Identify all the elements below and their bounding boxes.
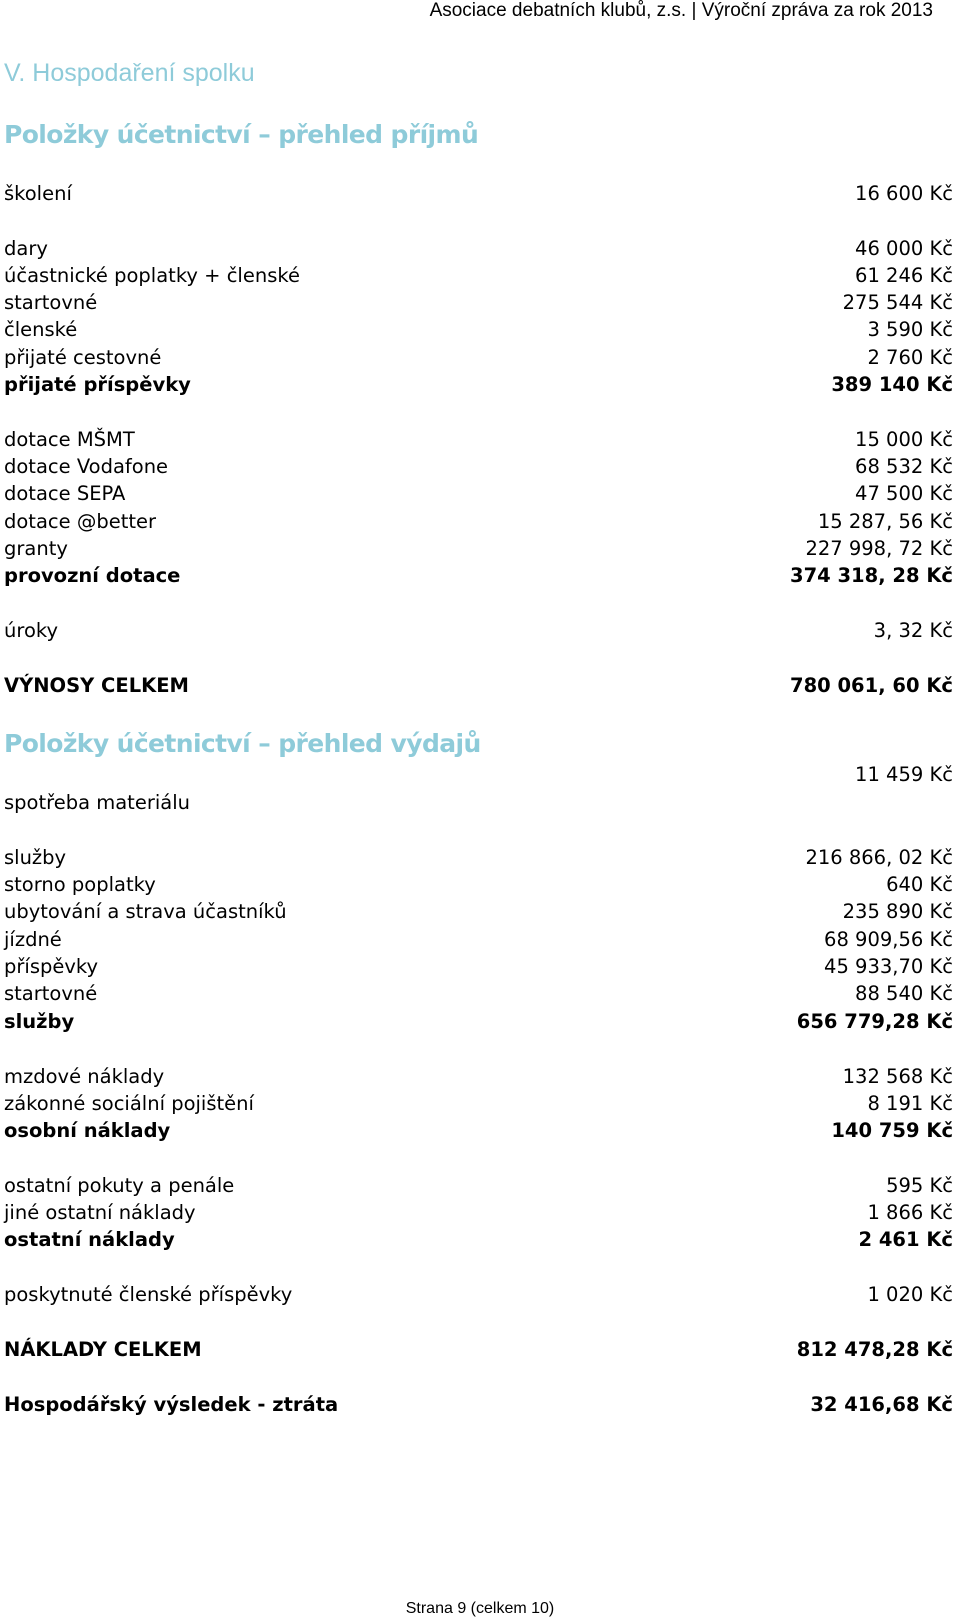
row-value: 68 909,56 Kč	[824, 928, 953, 951]
expenses-heading: Položky účetnictví – přehled výdajů	[4, 729, 481, 758]
income-row	[4, 316, 953, 344]
row-value: 1 020 Kč	[867, 1283, 953, 1306]
row-value: 389 140 Kč	[831, 373, 953, 396]
row-label: VÝNOSY CELKEM	[4, 674, 189, 697]
row-label: storno poplatky	[4, 873, 156, 896]
expense-row	[4, 844, 953, 872]
row-value: 235 890 Kč	[842, 900, 953, 923]
row-value: 2 461 Kč	[858, 1228, 953, 1251]
income-row	[4, 617, 953, 645]
expense-row	[4, 1090, 953, 1118]
expense-row	[4, 1063, 953, 1091]
row-value: 61 246 Kč	[855, 264, 953, 287]
row-value: 32 416,68 Kč	[810, 1393, 953, 1416]
expense-row	[4, 980, 953, 1008]
row-label: jízdné	[4, 928, 62, 951]
expense-row	[4, 789, 953, 817]
row-label: dotace Vodafone	[4, 455, 169, 478]
row-value: 11 459 Kč	[855, 763, 953, 786]
row-value: 8 191 Kč	[867, 1092, 953, 1115]
row-label: osobní náklady	[4, 1119, 171, 1142]
expense-subtotal-row	[4, 1117, 953, 1145]
expense-row	[4, 926, 953, 954]
row-label: poskytnuté členské příspěvky	[4, 1283, 293, 1306]
income-subtotal-row	[4, 371, 953, 399]
income-row	[4, 289, 953, 317]
row-label: ubytování a strava účastníků	[4, 900, 287, 923]
row-label: dary	[4, 237, 48, 260]
row-label: NÁKLADY CELKEM	[4, 1338, 202, 1361]
income-row	[4, 344, 953, 372]
income-row	[4, 480, 953, 508]
income-row	[4, 508, 953, 536]
row-value: 275 544 Kč	[842, 291, 953, 314]
row-value: 216 866, 02 Kč	[805, 846, 953, 869]
expense-row	[4, 953, 953, 981]
row-label: ostatní pokuty a penále	[4, 1174, 235, 1197]
row-value: 1 866 Kč	[867, 1201, 953, 1224]
income-row	[4, 535, 953, 563]
row-value: 374 318, 28 Kč	[790, 564, 953, 587]
income-heading: Položky účetnictví – přehled příjmů	[4, 120, 479, 149]
row-label: úroky	[4, 619, 59, 642]
running-header: Asociace debatních klubů, z.s. | Výroční zpráva za rok 2013	[429, 0, 933, 21]
row-label: startovné	[4, 982, 98, 1005]
row-value: 656 779,28 Kč	[796, 1010, 953, 1033]
expense-row-value-only	[4, 761, 953, 789]
result-row	[4, 1391, 953, 1419]
income-row	[4, 235, 953, 263]
expense-row	[4, 1281, 953, 1309]
row-value: 3 590 Kč	[867, 318, 953, 341]
expense-row	[4, 1172, 953, 1200]
expense-total-row	[4, 1336, 953, 1364]
expense-subtotal-row	[4, 1226, 953, 1254]
row-value: 140 759 Kč	[831, 1119, 953, 1142]
row-value: 3, 32 Kč	[873, 619, 953, 642]
row-label: služby	[4, 846, 67, 869]
row-value: 640 Kč	[886, 873, 953, 896]
row-value: 46 000 Kč	[855, 237, 953, 260]
row-label: Hospodářský výsledek - ztráta	[4, 1393, 339, 1416]
row-value: 15 287, 56 Kč	[817, 510, 953, 533]
row-value: 45 933,70 Kč	[824, 955, 953, 978]
row-value: 15 000 Kč	[855, 428, 953, 451]
row-value: 227 998, 72 Kč	[805, 537, 953, 560]
row-value: 16 600 Kč	[855, 182, 953, 205]
row-value: 780 061, 60 Kč	[790, 674, 953, 697]
row-value: 88 540 Kč	[855, 982, 953, 1005]
row-value: 68 532 Kč	[855, 455, 953, 478]
income-row	[4, 426, 953, 454]
row-label: ostatní náklady	[4, 1228, 175, 1251]
row-label: spotřeba materiálu	[4, 791, 190, 814]
row-label: granty	[4, 537, 68, 560]
row-label: přijaté příspěvky	[4, 373, 191, 396]
row-label: zákonné sociální pojištění	[4, 1092, 254, 1115]
row-label: dotace SEPA	[4, 482, 126, 505]
row-label: jiné ostatní náklady	[4, 1201, 196, 1224]
row-label: služby	[4, 1010, 75, 1033]
expense-row	[4, 871, 953, 899]
row-label: příspěvky	[4, 955, 99, 978]
row-label: dotace MŠMT	[4, 428, 135, 451]
row-value: 2 760 Kč	[867, 346, 953, 369]
income-row	[4, 262, 953, 290]
income-row	[4, 453, 953, 481]
row-value: 47 500 Kč	[855, 482, 953, 505]
row-label: členské	[4, 318, 78, 341]
income-row	[4, 180, 953, 208]
row-value: 812 478,28 Kč	[796, 1338, 953, 1361]
row-label: školení	[4, 182, 72, 205]
row-label: startovné	[4, 291, 98, 314]
income-subtotal-row	[4, 562, 953, 590]
row-value: 132 568 Kč	[842, 1065, 953, 1088]
row-label: provozní dotace	[4, 564, 181, 587]
row-label: účastnické poplatky + členské	[4, 264, 300, 287]
section-title: V. Hospodaření spolku	[4, 59, 255, 87]
expense-row	[4, 898, 953, 926]
row-value: 595 Kč	[886, 1174, 953, 1197]
expense-row	[4, 1199, 953, 1227]
expense-subtotal-row	[4, 1008, 953, 1036]
row-label: dotace @better	[4, 510, 157, 533]
row-label: přijaté cestovné	[4, 346, 162, 369]
row-label: mzdové náklady	[4, 1065, 165, 1088]
income-total-row	[4, 672, 953, 700]
page-footer: Strana 9 (celkem 10)	[405, 1600, 555, 1617]
